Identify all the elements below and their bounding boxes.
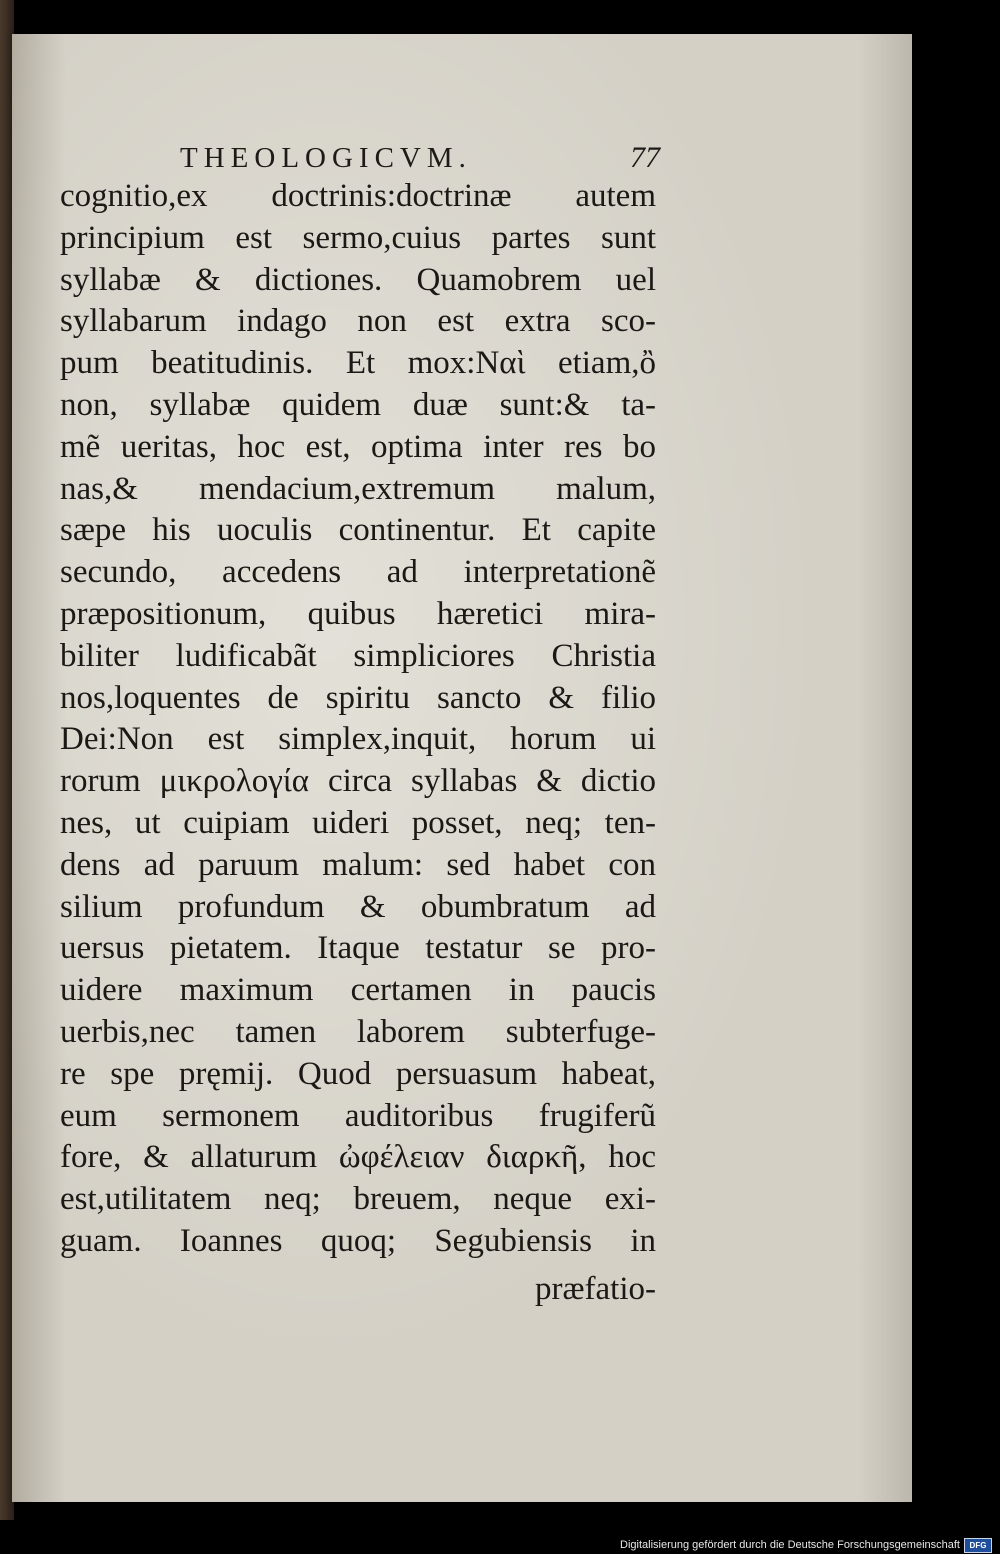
- running-head-title: THEOLOGICVM.: [180, 142, 472, 174]
- dfg-logo-icon: DFG: [964, 1538, 992, 1553]
- text-line: rorum μικρολογία circa syllabas & dictio: [60, 763, 656, 800]
- text-line: fore, & allaturum ὠφέλειαν διαρκῆ, hoc: [60, 1139, 656, 1176]
- catchword: præfatio-: [535, 1271, 656, 1307]
- text-line: secundo, accedens ad interpretationẽ: [60, 554, 656, 591]
- text-line: præpositionum, quibus hæretici mira-: [60, 595, 656, 632]
- text-line: uidere maximum certamen in paucis: [60, 972, 656, 1009]
- page-number: 77: [630, 141, 660, 174]
- text-line: dens ad paruum malum: sed habet con: [60, 846, 656, 883]
- text-line: nos,loquentes de spiritu sancto & filio: [60, 679, 656, 716]
- body-text: [60, 176, 656, 1263]
- text-line: silium profundum & obumbratum ad: [60, 888, 656, 925]
- running-head: [180, 140, 660, 180]
- text-line: eum sermonem auditoribus frugiferũ: [60, 1097, 656, 1134]
- text-line: nas,& mendacium,extremum malum,: [60, 470, 656, 507]
- text-line: principium est sermo,cuius partes sunt: [60, 219, 656, 256]
- text-line: uersus pietatem. Itaque testatur se pro-: [60, 930, 656, 967]
- funding-credit: Digitalisierung gefördert durch die Deutsche Forschungsgemeinschaft: [620, 1539, 960, 1551]
- text-line: syllabarum indago non est extra sco-: [60, 303, 656, 340]
- text-line: guam. Ioannes quoq; Segubiensis in: [60, 1222, 656, 1259]
- text-line: Dei:Non est simplex,inquit, horum ui: [60, 721, 656, 758]
- text-line: syllabæ & dictiones. Quamobrem uel: [60, 261, 656, 298]
- text-line: cognitio,ex doctrinis:doctrinæ autem: [60, 178, 656, 214]
- text-line: nes, ut cuipiam uideri posset, neq; ten-: [60, 804, 656, 841]
- text-line: biliter ludificabãt simpliciores Christia: [60, 637, 656, 674]
- text-line: est,utilitatem neq; breuem, neque exi-: [60, 1181, 656, 1218]
- text-line: uerbis,nec tamen laborem subterfuge-: [60, 1013, 656, 1050]
- text-line: mẽ ueritas, hoc est, optima inter res bo: [60, 428, 656, 465]
- text-line: re spe pręmij. Quod persuasum habeat,: [60, 1055, 656, 1092]
- text-line: pum beatitudinis. Et mox:Ναὶ etiam,ὂ: [60, 345, 656, 382]
- text-line: non, syllabæ quidem duæ sunt:& ta-: [60, 386, 656, 423]
- text-line: sæpe his uoculis continentur. Et capite: [60, 512, 656, 549]
